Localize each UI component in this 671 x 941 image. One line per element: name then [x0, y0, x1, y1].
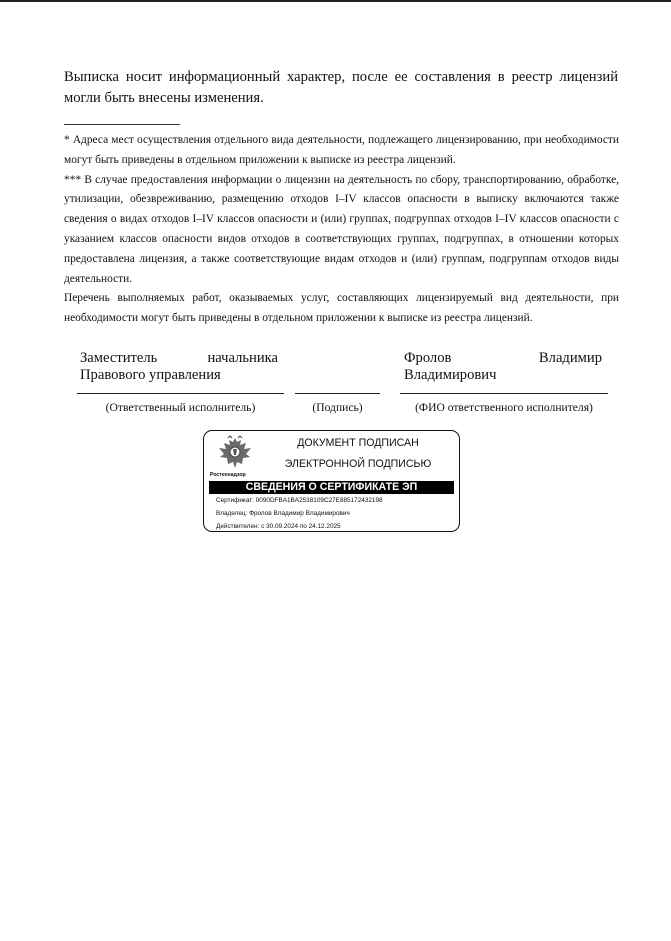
page-top-border — [0, 0, 671, 2]
name-word-2: Владимир — [538, 350, 602, 366]
electronic-signature-stamp — [203, 430, 460, 532]
position-word-2: начальника — [207, 350, 278, 366]
footnote-waste: *** В случае предоставления информации о лицензии на деятельность по сбору, транспортированию, обработке, утилизации, обезвреживанию, размещению отходов I–IV классов опасности в выписку включаются также сведения о видах отходов I–IV классов опасности и (или) группах, подгруппах отходов I–IV классов опасности с указанием классов опасности видов отходов в соответствующих группах, подгруппах, в отношении которых предоставлена лицензия, а также соответствующие видам отходов и (или) группам, подгруппам отходов виды деятельности. — [64, 173, 619, 285]
certificate-owner: Владелец: Фролов Владимир Владимирович — [216, 510, 350, 517]
signatory-name — [404, 350, 602, 384]
footnote-divider — [64, 124, 180, 125]
position-line-2: Правового управления — [80, 367, 221, 383]
name-word-1: Фролов — [404, 350, 452, 366]
executor-line — [77, 393, 284, 394]
position-word-1: Заместитель — [80, 350, 158, 366]
intro-paragraph: Выписка носит информационный характер, после ее составления в реестр лицензий могли быть внесены изменения. — [64, 69, 618, 106]
stamp-title-line-2: ЭЛЕКТРОННОЙ ПОДПИСЬЮ — [284, 458, 432, 470]
executor-caption: (Ответственный исполнитель) — [105, 401, 256, 414]
double-headed-eagle-icon — [215, 435, 255, 471]
signature-line — [295, 393, 380, 394]
signature-caption: (Подпись) — [312, 401, 363, 414]
certificate-info-band: СВЕДЕНИЯ О СЕРТИФИКАТЕ ЭП — [209, 481, 454, 494]
name-line-2: Владимирович — [404, 367, 497, 383]
emblem-caption: Ростехнадзор — [210, 472, 246, 478]
footnote-works-list: Перечень выполняемых работ, оказываемых услуг, составляющих лицензируемый вид деятельности, при необходимости могут быть приведены в отдельном приложении к выписке из реестра лицензий. — [64, 292, 619, 325]
stamp-title-line-1: ДОКУМЕНТ ПОДПИСАН — [297, 437, 419, 449]
footnotes — [64, 131, 619, 329]
signatory-position — [80, 350, 278, 384]
fio-line — [400, 393, 608, 394]
fio-caption: (ФИО ответственного исполнителя) — [415, 401, 593, 414]
certificate-number: Сертификат: 0090DFBA1BA2538109C27E885172432198 — [216, 497, 383, 504]
footnote-addresses: * Адреса мест осуществления отдельного вида деятельности, подлежащего лицензированию, при необходимости могут быть приведены в отдельном приложении к выписке из реестра лицензий. — [64, 134, 619, 166]
certificate-validity: Действителен: с 30.09.2024 по 24.12.2025 — [216, 523, 341, 530]
